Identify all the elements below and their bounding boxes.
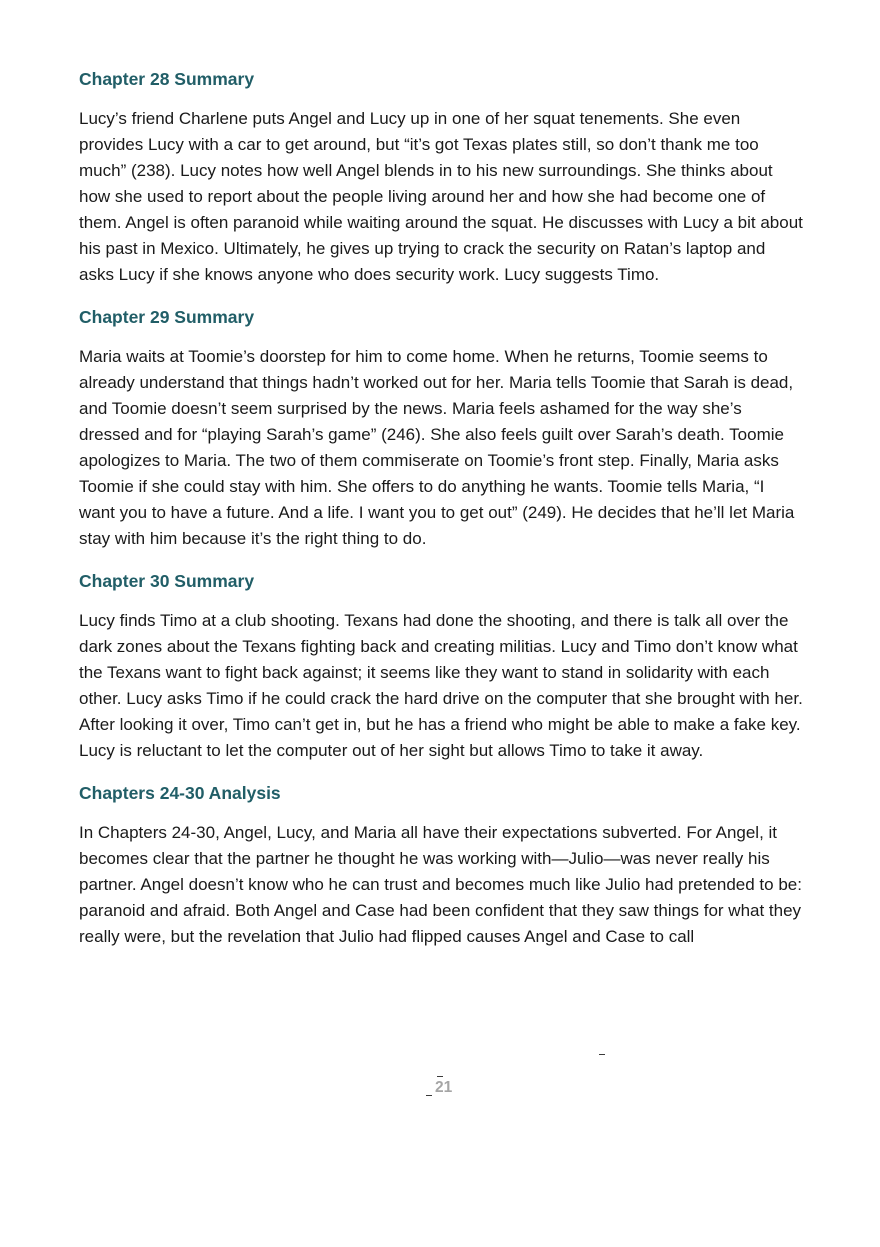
section-heading: Chapter 29 Summary <box>79 307 255 327</box>
section-heading: Chapters 24-30 Analysis <box>79 783 281 803</box>
footer-decoration-mark <box>437 1076 443 1077</box>
section-heading: Chapter 30 Summary <box>79 571 255 591</box>
section-analysis <box>79 780 803 950</box>
section-paragraph: Lucy finds Timo at a club shooting. Texans had done the shooting, and there is talk all over the dark zones about the Texans fighting back and creating militias. Lucy and Timo don’t know what the Texans want to fight back against; it seems like they want to stand in solidarity with each other. Lucy asks Timo if he could crack the hard drive on the computer that she brought with her. After looking it over, Timo can’t get in, but he has a friend who might be able to make a fake key. Lucy is reluctant to let the computer out of her sight but allows Timo to take it away. <box>79 611 803 760</box>
footer-decoration-mark <box>426 1095 432 1096</box>
section-heading: Chapter 28 Summary <box>79 69 255 89</box>
page-number: 21 <box>435 1079 453 1096</box>
section-paragraph: Maria waits at Toomie’s doorstep for him to come home. When he returns, Toomie seems to already understand that things hadn’t worked out for her. Maria tells Toomie that Sarah is dead, and Toomie doesn’t seem surprised by the news. Maria feels ashamed for the way she’s dressed and for “playing Sarah’s game” (246). She also feels guilt over Sarah’s death. Toomie apologizes to Maria. The two of them commiserate on Toomie’s front step. Finally, Maria asks Toomie if she could stay with him. She offers to do anything he wants. Toomie tells Maria, “I want you to have a future. And a life. I want you to get out” (249). He decides that he’ll let Maria stay with him because it’s the right thing to do. <box>79 347 795 548</box>
section-paragraph: In Chapters 24-30, Angel, Lucy, and Maria all have their expectations subverted. For Angel, it becomes clear that the partner he thought he was working with—Julio—was never really his partner. Angel doesn’t know who he can trust and becomes much like Julio had pretended to be: paranoid and afraid. Both Angel and Case had been confident that they saw things for what they really were, but the revelation that Julio had flipped causes Angel and Case to call <box>79 823 802 946</box>
section-chapter-29 <box>79 304 803 552</box>
section-chapter-30 <box>79 568 803 764</box>
footer-decoration-mark <box>599 1054 605 1055</box>
section-chapter-28 <box>79 66 803 288</box>
document-page <box>79 66 803 966</box>
section-paragraph: Lucy’s friend Charlene puts Angel and Lucy up in one of her squat tenements. She even provides Lucy with a car to get around, but “it’s got Texas plates still, so don’t thank me too much” (238). Lucy notes how well Angel blends in to his new surroundings. She thinks about how she used to report about the people living around her and how she had become one of them. Angel is often paranoid while waiting around the squat. He discusses with Lucy a bit about his past in Mexico. Ultimately, he gives up trying to crack the security on Ratan’s laptop and asks Lucy if she knows anyone who does security work. Lucy suggests Timo. <box>79 109 803 284</box>
